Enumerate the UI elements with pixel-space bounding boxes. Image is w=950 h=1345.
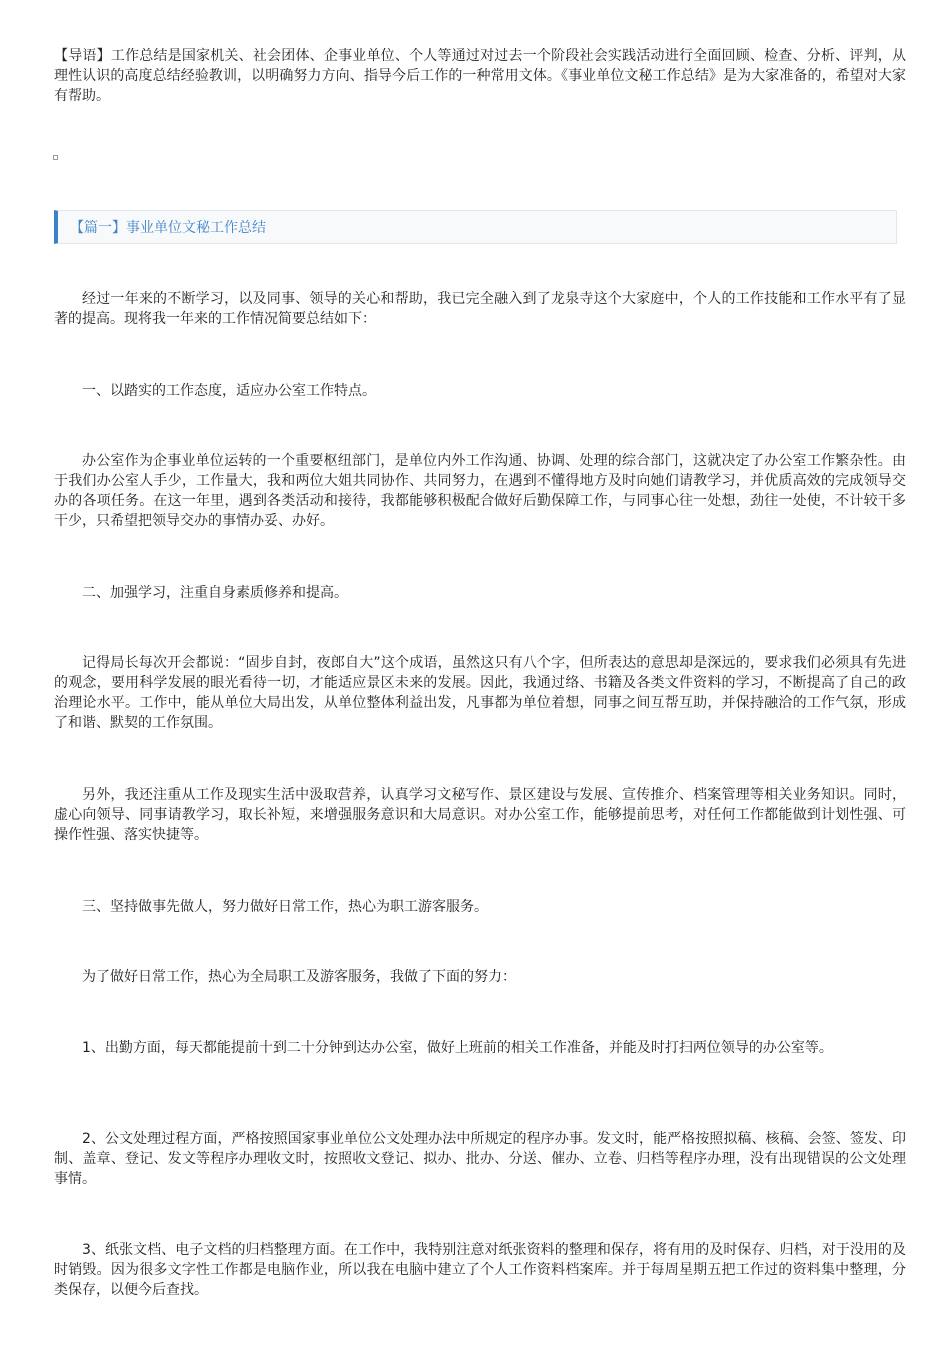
list-item-attendance: 1、出勤方面，每天都能提前十到二十分钟到达办公室，做好上班前的相关工作准备，并能及时打扫两位领导的办公室等。: [82, 1040, 833, 1056]
heading-part-two: 二、加强学习，注重自身素质修养和提高。: [82, 585, 348, 601]
heading-part-one: 一、以踏实的工作态度，适应办公室工作特点。: [82, 383, 376, 399]
intro-paragraph: 【导语】工作总结是国家机关、社会团体、企事业单位、个人等通过对过去一个阶段社会实践活动进行全面回顾、检查、分析、评判，从理性认识的高度总结经验教训，以明确努力方向、指导今后工作的一种常用文体。《事业单位文秘工作总结》是为大家准备的，希望对大家有帮助。: [54, 48, 906, 104]
list-item-document-processing: 2、公文处理过程方面，严格按照国家事业单位公文处理办法中所规定的程序办事。发文时，能严格按照拟稿、核稿、会签、签发、印制、盖章、登记、发文等程序办理收文时，按照收文登记、拟办、批办、分送、催办、立卷、归档等程序办理，没有出现错误的公文处理事情。: [54, 1131, 906, 1187]
section-header: [54, 210, 897, 244]
broken-image-icon: [53, 155, 58, 160]
section-title: 【篇一】事业单位文秘工作总结: [70, 220, 266, 236]
paragraph-intro-summary: 经过一年来的不断学习，以及同事、领导的关心和帮助，我已完全融入到了龙泉寺这个大家庭中，个人的工作技能和工作水平有了显著的提高。现将我一年来的工作情况简要总结如下：: [54, 291, 906, 327]
paragraph-office-work: 办公室作为企事业单位运转的一个重要枢纽部门，是单位内外工作沟通、协调、处理的综合部门，这就决定了办公室工作繁杂性。由于我们办公室人手少，工作量大，我和两位大姐共同协作、共同努力，在遇到不懂得地方及时向她们请教学习，并优质高效的完成领导交办的各项任务。在这一年里，遇到各类活动和接待，我都能够积极配合做好后勤保障工作，与同事心往一处想，劲往一处使，不计较干多干少，只希望把领导交办的事情办妥、办好。: [54, 453, 906, 529]
paragraph-daily-work: 为了做好日常工作，热心为全局职工及游客服务，我做了下面的努力：: [82, 969, 516, 985]
heading-part-three: 三、坚持做事先做人，努力做好日常工作，热心为职工游客服务。: [82, 899, 488, 915]
paragraph-additional: 另外，我还注重从工作及现实生活中汲取营养，认真学习文秘写作、景区建设与发展、宣传推介、档案管理等相关业务知识。同时，虚心向领导、同事请教学习，取长补短，来增强服务意识和大局意识。对办公室工作，能够提前思考，对任何工作都能做到计划性强、可操作性强、落实快捷等。: [54, 787, 906, 843]
paragraph-study: 记得局长每次开会都说：“固步自封，夜郎自大”这个成语，虽然这只有八个字，但所表达的意思却是深远的，要求我们必须具有先进的观念，要用科学发展的眼光看待一切，才能适应景区未来的发展。因此，我通过络、书籍及各类文件资料的学习，不断提高了自己的政治理论水平。工作中，能从单位大局出发，从单位整体利益出发，凡事都为单位着想，同事之间互帮互助，并保持融洽的工作气氛，形成了和谐、默契的工作氛围。: [54, 655, 906, 731]
list-item-archiving: 3、纸张文档、电子文档的归档整理方面。在工作中，我特别注意对纸张资料的整理和保存，将有用的及时保存、归档，对于没用的及时销毁。因为很多文字性工作都是电脑作业，所以我在电脑中建立了个人工作资料档案库。并于每周星期五把工作过的资料集中整理，分类保存，以便今后查找。: [54, 1242, 906, 1298]
